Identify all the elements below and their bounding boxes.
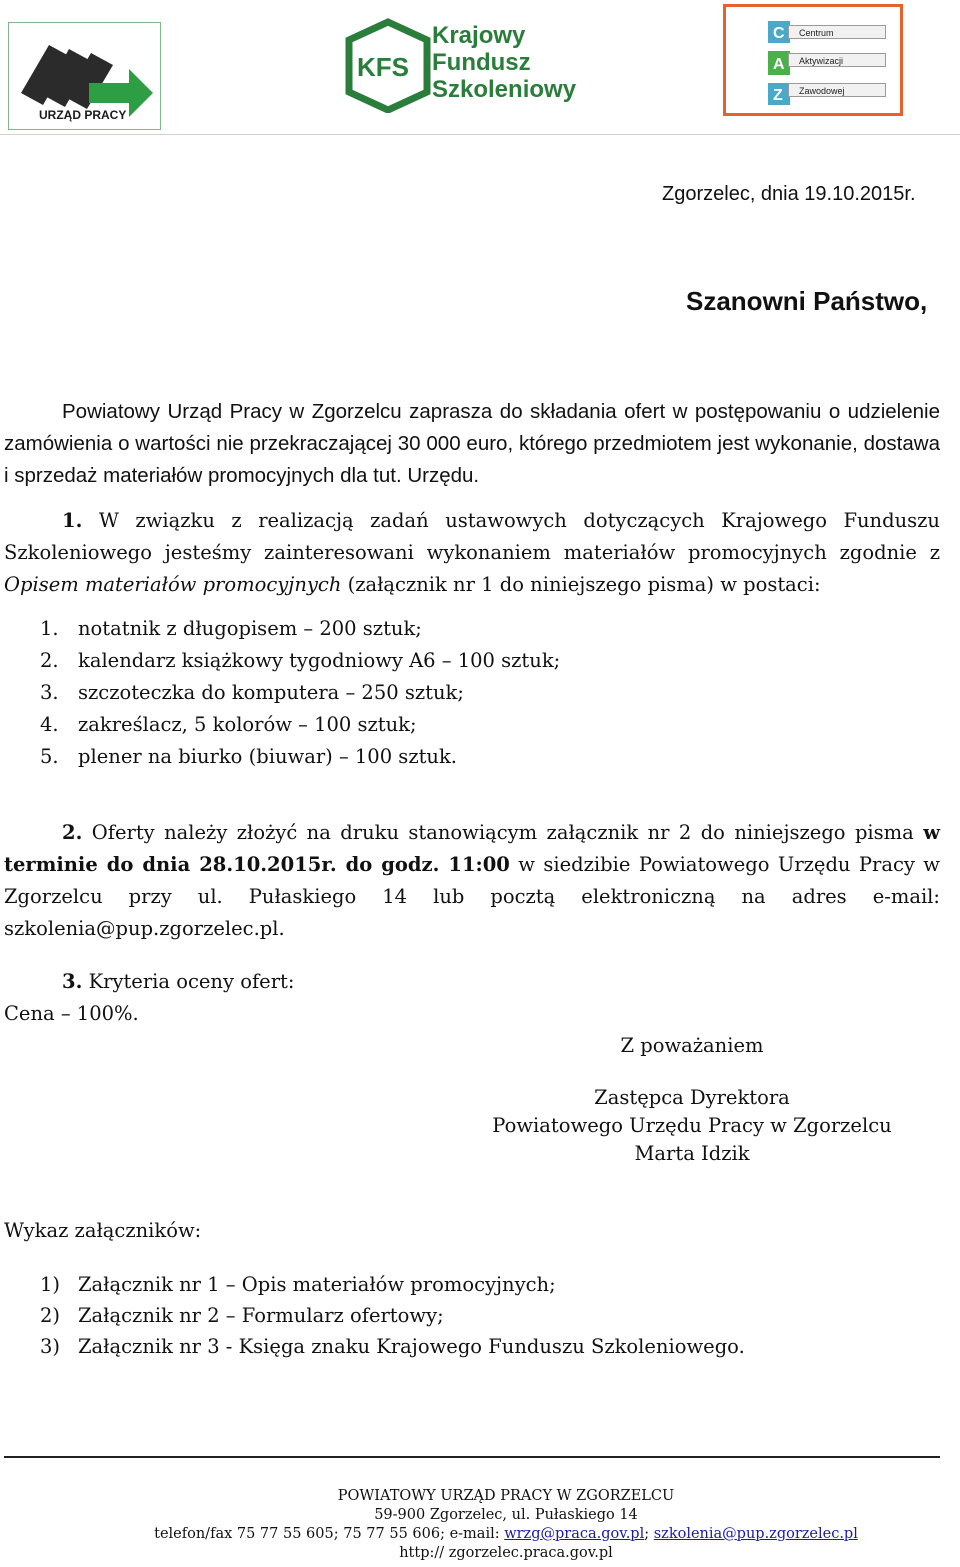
caz-letter-c: C: [773, 25, 785, 42]
footer-separator: ;: [644, 1526, 650, 1542]
letter-date: Zgorzelec, dnia 19.10.2015r.: [662, 183, 916, 205]
urzad-pracy-logo-graphic: [9, 23, 160, 129]
footer: [0, 1487, 960, 1563]
section-1-text-b: (załącznik nr 1 do niniejszego pisma) w postaci:: [347, 573, 821, 596]
list-item: 2) Załącznik nr 2 – Formularz ofertowy;: [40, 1304, 444, 1327]
signature-block: [488, 1084, 896, 1168]
section-1-text-a: W związku z realizacją zadań ustawowych dotyczących Krajowego Funduszu Szkoleniowego jesteśmy zainteresowani wykonaniem materiałów promocyjnych zgodnie z: [4, 509, 940, 564]
signatory-office: Powiatowego Urzędu Pracy w Zgorzelcu: [492, 1114, 892, 1137]
section-3-number: 3.: [62, 970, 83, 993]
kfs-logo: [345, 18, 585, 113]
section-2-text-b: w siedzibie Powiatowego Urzędu Pracy w Zgorzelcu przy ul. Pułaskiego 14 lub pocztą elektroniczną na adres e-mail: szkolenia@pup.zgorzelec.pl.: [4, 853, 941, 940]
footer-address: 59-900 Zgorzelec, ul. Pułaskiego 14: [374, 1507, 638, 1523]
kfs-logo-short: KFS: [357, 52, 409, 82]
footer-divider: [4, 1456, 940, 1458]
attachments-list: [40, 1269, 745, 1362]
footer-phone: telefon/fax 75 77 55 605; 75 77 55 606; e-mail:: [154, 1526, 500, 1542]
section-1-italic: Opisem materiałów promocyjnych: [4, 573, 342, 596]
urzad-pracy-logo-text: URZĄD PRACY: [39, 108, 127, 122]
header-divider: [0, 134, 960, 135]
caz-letter-z: Z: [773, 87, 783, 104]
list-item: 1) Załącznik nr 1 – Opis materiałów promocyjnych;: [40, 1273, 556, 1296]
list-item: 1. notatnik z długopisem – 200 sztuk;: [40, 617, 422, 640]
footer-email-link-2[interactable]: szkolenia@pup.zgorzelec.pl: [653, 1526, 858, 1542]
section-1-number: 1.: [62, 509, 83, 532]
kfs-logo-line1: Krajowy: [432, 22, 526, 49]
list-item: 2. kalendarz książkowy tygodniowy A6 – 100 sztuk;: [40, 649, 561, 672]
caz-label-centrum: Centrum: [788, 25, 886, 39]
section-3: [4, 966, 940, 1030]
kfs-logo-line3: Szkoleniowy: [432, 76, 577, 103]
section-2-number: 2.: [62, 821, 83, 844]
caz-label-aktywizacji: Aktywizacji: [788, 53, 886, 67]
materials-list: [40, 613, 560, 773]
section-2-deadline: w terminie do dnia 28.10.2015r. do godz. 11:00: [4, 821, 940, 876]
section-1: [4, 505, 940, 601]
section-3-text: Kryteria oceny ofert:: [88, 970, 295, 993]
intro-text: Powiatowy Urząd Pracy w Zgorzelcu zaprasza do składania ofert w postępowaniu o udzielenie zamówienia o wartości nie przekraczającej 30 000 euro, którego przedmiotem jest wykonanie, dostawa i sprzedaż materiałów promocyjnych dla tut. Urzędu.: [4, 400, 940, 487]
footer-org: POWIATOWY URZĄD PRACY W ZGORZELCU: [337, 1488, 675, 1504]
list-item: 3. szczoteczka do komputera – 250 sztuk;: [40, 681, 464, 704]
kfs-logo-line2: Fundusz: [432, 49, 531, 76]
salutation: Szanowni Państwo,: [686, 286, 928, 316]
list-item: 3) Załącznik nr 3 - Księga znaku Krajowego Funduszu Szkoleniowego.: [40, 1335, 745, 1358]
list-item: 5. plener na biurko (biuwar) – 100 sztuk.: [40, 745, 458, 768]
footer-contact: [0, 1525, 960, 1544]
closing-regards: Z poważaniem: [620, 1034, 764, 1057]
caz-label-zawodowej: Zawodowej: [788, 83, 886, 97]
list-item: 4. zakreślacz, 5 kolorów – 100 sztuk;: [40, 713, 417, 736]
kfs-logo-mark: [345, 18, 431, 113]
signatory-role: Zastępca Dyrektora: [594, 1086, 790, 1109]
footer-website: http:// zgorzelec.praca.gov.pl: [399, 1545, 613, 1561]
attachments-title: Wykaz załączników:: [4, 1219, 202, 1242]
footer-email-link-1[interactable]: wrzg@praca.gov.pl: [504, 1526, 645, 1542]
caz-letter-a: A: [773, 56, 785, 73]
section-2-text-a: Oferty należy złożyć na druku stanowiącym załącznik nr 2 do niniejszego pisma: [91, 821, 914, 844]
caz-logo: [723, 4, 903, 116]
urzad-pracy-logo: [8, 22, 161, 130]
kfs-logo-wordmark: [432, 22, 576, 103]
intro-paragraph: [4, 396, 940, 492]
section-3-criterion: Cena – 100%.: [4, 1002, 139, 1025]
signatory-name: Marta Idzik: [634, 1142, 750, 1165]
section-2: [4, 817, 940, 945]
